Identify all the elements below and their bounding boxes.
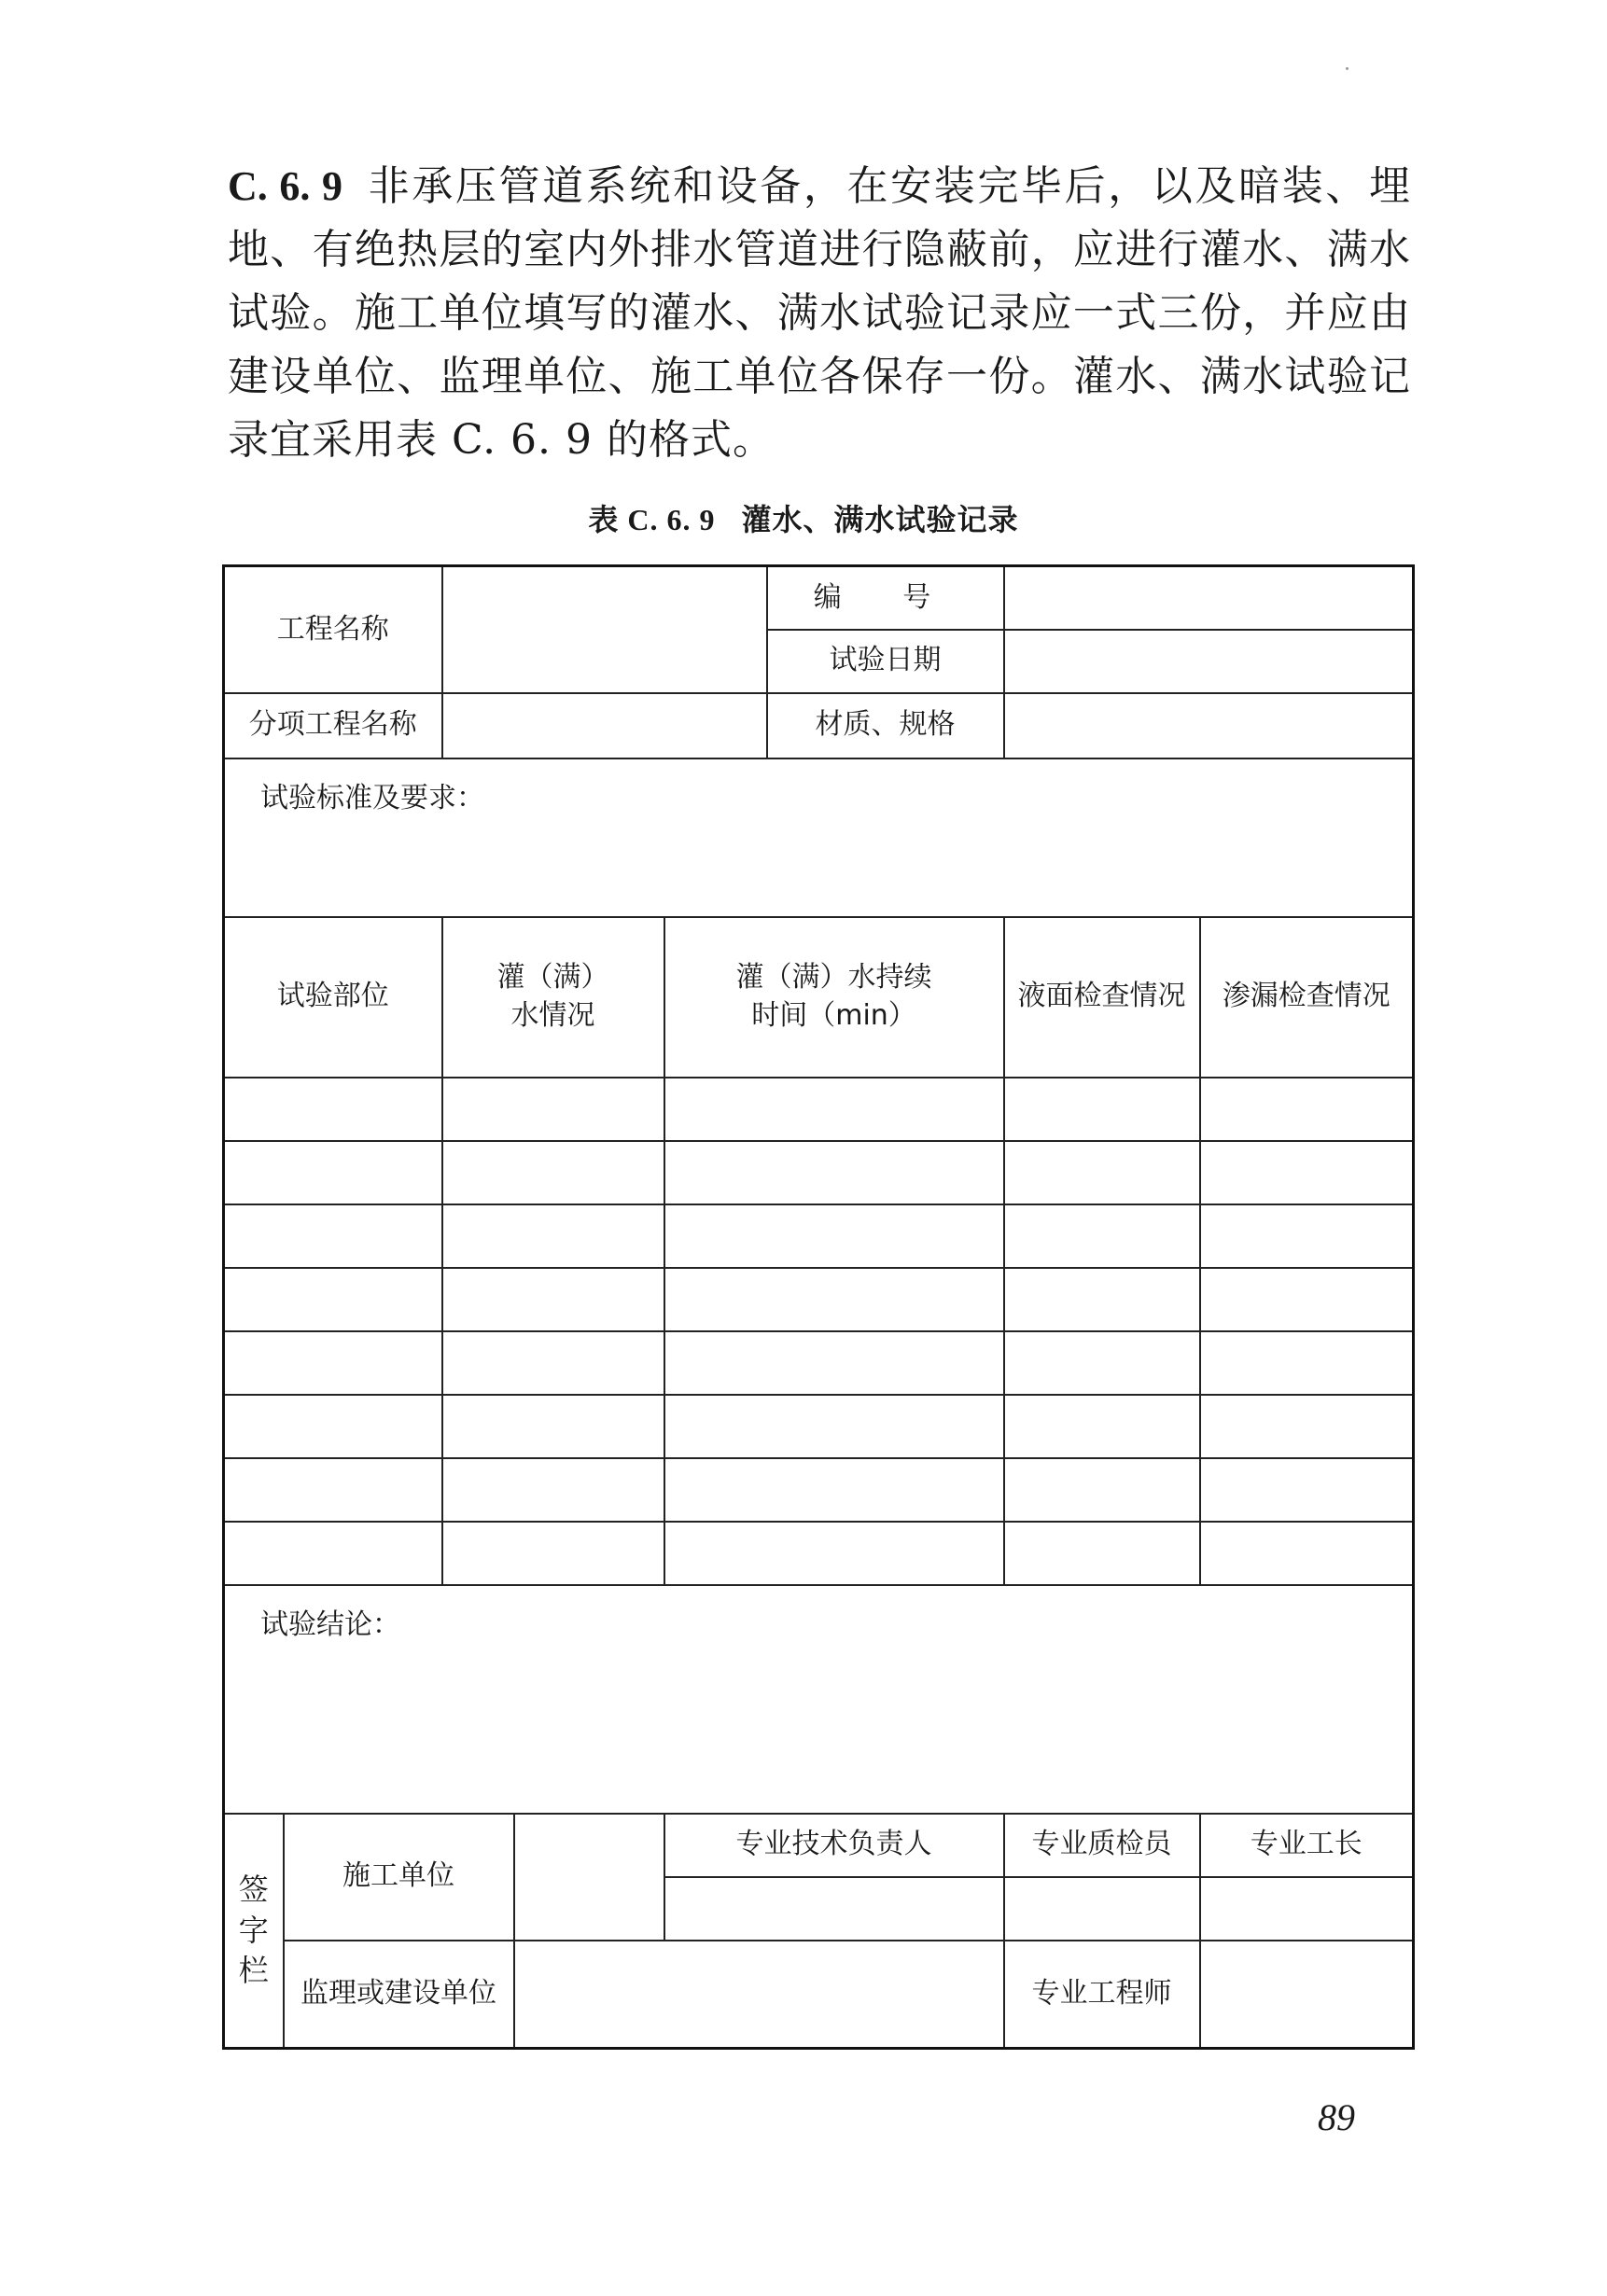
- data-row: [224, 1331, 1414, 1395]
- cell-fill-status[interactable]: [442, 1458, 664, 1522]
- cell-level-check[interactable]: [1004, 1078, 1200, 1141]
- signature-column-label: [224, 1814, 284, 2049]
- cell-fill-status[interactable]: [442, 1141, 664, 1204]
- material-spec-label: 材质、规格: [767, 693, 1004, 758]
- cell-fill-status[interactable]: [442, 1078, 664, 1141]
- signature-column-text: 签字栏: [238, 1872, 269, 1988]
- data-row: [224, 1268, 1414, 1331]
- engineer-label: 专业工程师: [1004, 1941, 1200, 2049]
- col-test-location: 试验部位: [224, 917, 442, 1078]
- cell-test-location[interactable]: [224, 1078, 442, 1141]
- conclusion-row: [224, 1585, 1414, 1814]
- col-duration-line2: 时间（min）: [751, 998, 916, 1032]
- cell-level-check[interactable]: [1004, 1395, 1200, 1458]
- foreman-label: 专业工长: [1200, 1814, 1414, 1877]
- serial-number-label: [767, 566, 1004, 630]
- signature-row-3: [224, 1941, 1414, 2049]
- cell-level-check[interactable]: [1004, 1331, 1200, 1395]
- table-caption-number: 表 C. 6. 9: [588, 503, 716, 536]
- cell-fill-status[interactable]: [442, 1395, 664, 1458]
- data-row: [224, 1522, 1414, 1585]
- standard-row: [224, 758, 1414, 917]
- cell-leak-check[interactable]: [1200, 1395, 1414, 1458]
- col-leak-check: 渗漏检查情况: [1200, 917, 1414, 1078]
- cell-fill-status[interactable]: [442, 1204, 664, 1268]
- cell-leak-check[interactable]: [1200, 1522, 1414, 1585]
- data-row: [224, 1141, 1414, 1204]
- col-duration: [664, 917, 1004, 1078]
- cell-duration[interactable]: [664, 1141, 1004, 1204]
- cell-duration[interactable]: [664, 1522, 1004, 1585]
- project-name-label: 工程名称: [224, 566, 442, 693]
- cell-level-check[interactable]: [1004, 1458, 1200, 1522]
- col-fill-status: [442, 917, 664, 1078]
- data-row: [224, 1395, 1414, 1458]
- test-standard-field[interactable]: [224, 758, 1414, 917]
- cell-test-location[interactable]: [224, 1395, 442, 1458]
- sub-project-field[interactable]: [442, 693, 767, 758]
- serial-number-field[interactable]: [1004, 566, 1414, 630]
- data-row: [224, 1078, 1414, 1141]
- cell-test-location[interactable]: [224, 1522, 442, 1585]
- cell-duration[interactable]: [664, 1331, 1004, 1395]
- supervision-unit-field[interactable]: [514, 1941, 1004, 2049]
- cell-fill-status[interactable]: [442, 1268, 664, 1331]
- header-row-3: [224, 693, 1414, 758]
- cell-test-location[interactable]: [224, 1458, 442, 1522]
- serial-number-text: 编 号: [813, 580, 957, 614]
- table-caption: [0, 496, 1607, 539]
- cell-test-location[interactable]: [224, 1204, 442, 1268]
- engineer-signature[interactable]: [1200, 1941, 1414, 2049]
- technical-lead-signature[interactable]: [664, 1877, 1004, 1941]
- cell-test-location[interactable]: [224, 1331, 442, 1395]
- cell-duration[interactable]: [664, 1458, 1004, 1522]
- test-date-field[interactable]: [1004, 630, 1414, 693]
- quality-inspector-label: 专业质检员: [1004, 1814, 1200, 1877]
- clause-paragraph: [228, 155, 1411, 472]
- cell-duration[interactable]: [664, 1078, 1004, 1141]
- table-caption-title: 灌水、满水试验记录: [741, 502, 1019, 537]
- test-record-form: [222, 564, 1415, 2050]
- technical-lead-label: 专业技术负责人: [664, 1814, 1004, 1877]
- column-header-row: [224, 917, 1414, 1078]
- cell-leak-check[interactable]: [1200, 1141, 1414, 1204]
- header-row-1: [224, 566, 1414, 630]
- signature-row-1: [224, 1814, 1414, 1877]
- page-number: 89: [1318, 2096, 1355, 2138]
- project-name-field[interactable]: [442, 566, 767, 693]
- clause-text: 非承压管道系统和设备，在安装完毕后，以及暗装、埋地、有绝热层的室内外排水管道进行隐蔽前，应进行灌水、满水试验。施工单位填写的灌水、满水试验记录应一式三份，并应由建设单位、监理单位、施工单位各保存一份。灌水、满水试验记录宜采用表 C. 6. 9 的格式。: [228, 162, 1412, 464]
- test-standard-label: 试验标准及要求：: [260, 781, 484, 814]
- cell-test-location[interactable]: [224, 1141, 442, 1204]
- cell-leak-check[interactable]: [1200, 1331, 1414, 1395]
- construction-unit-field[interactable]: [514, 1814, 664, 1941]
- cell-fill-status[interactable]: [442, 1331, 664, 1395]
- material-spec-field[interactable]: [1004, 693, 1414, 758]
- col-fill-status-line1: 灌（满）: [496, 961, 609, 994]
- cell-leak-check[interactable]: [1200, 1268, 1414, 1331]
- supervision-unit-label: 监理或建设单位: [284, 1941, 514, 2049]
- cell-duration[interactable]: [664, 1268, 1004, 1331]
- test-conclusion-field[interactable]: [224, 1585, 1414, 1814]
- cell-level-check[interactable]: [1004, 1204, 1200, 1268]
- test-date-label: 试验日期: [767, 630, 1004, 693]
- cell-duration[interactable]: [664, 1204, 1004, 1268]
- cell-level-check[interactable]: [1004, 1522, 1200, 1585]
- scan-dot: [1346, 67, 1348, 70]
- cell-level-check[interactable]: [1004, 1141, 1200, 1204]
- cell-leak-check[interactable]: [1200, 1204, 1414, 1268]
- foreman-signature[interactable]: [1200, 1877, 1414, 1941]
- col-fill-status-line2: 水情况: [510, 998, 595, 1032]
- cell-duration[interactable]: [664, 1395, 1004, 1458]
- cell-fill-status[interactable]: [442, 1522, 664, 1585]
- sub-project-label: 分项工程名称: [224, 693, 442, 758]
- construction-unit-label: 施工单位: [284, 1814, 514, 1941]
- test-conclusion-label: 试验结论：: [260, 1607, 400, 1641]
- data-row: [224, 1458, 1414, 1522]
- clause-number: C. 6. 9: [228, 163, 343, 209]
- cell-test-location[interactable]: [224, 1268, 442, 1331]
- cell-leak-check[interactable]: [1200, 1458, 1414, 1522]
- quality-inspector-signature[interactable]: [1004, 1877, 1200, 1941]
- col-level-check: 液面检查情况: [1004, 917, 1200, 1078]
- col-duration-line1: 灌（满）水持续: [735, 961, 932, 994]
- data-row: [224, 1204, 1414, 1268]
- cell-level-check[interactable]: [1004, 1268, 1200, 1331]
- cell-leak-check[interactable]: [1200, 1078, 1414, 1141]
